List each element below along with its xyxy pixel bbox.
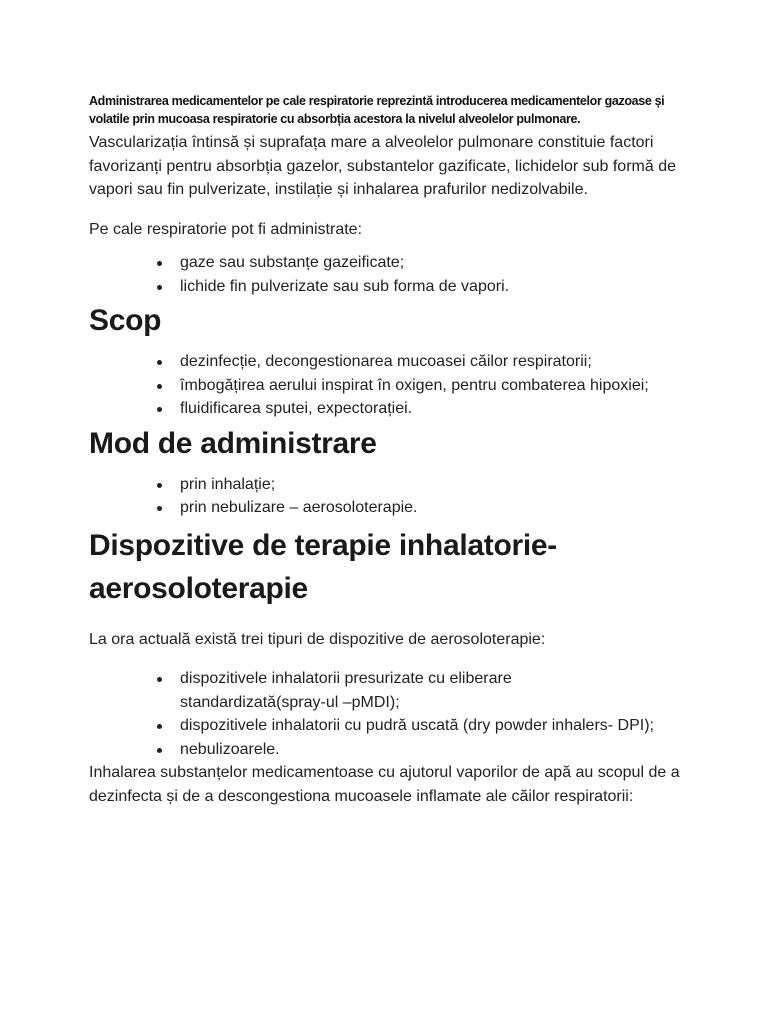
intro-bold-paragraph: Administrarea medicamentelor pe cale respiratorie reprezintă introducerea medicamentelor gazoase și volatile prin mucoasa respiratorie cu absorbția acestora la nivelul alveolelor pulmonare. [89,94,665,126]
list-item [89,714,689,738]
list-item [89,275,689,299]
paragraph-administration-intro: Pe cale respiratorie pot fi administrate: [89,220,363,238]
list-item [89,251,689,275]
list-item [89,738,689,762]
bullet-dot [157,285,162,290]
bullet-dot [157,407,162,412]
list-item [89,667,689,714]
list-item-text: prin nebulizare – aerosoloterapie. [180,499,418,516]
list-item-text: fluidificarea sputei, expectorației. [180,400,413,417]
list-item-text: dezinfecție, decongestionarea mucoasei căilor respiratorii; [180,353,592,370]
bullet-dot [157,360,162,365]
list-substances [89,251,689,298]
heading-scop: Scop [89,304,162,337]
bullet-dot [157,748,162,753]
list-item [89,496,689,520]
list-item [89,397,689,421]
bullet-dot [157,506,162,511]
list-item-text: nebulizoarele. [180,740,280,758]
list-item [89,473,689,497]
paragraph-inhalation: Inhalarea substanțelor medicamentoase cu ajutorul vaporilor de apă au scopul de a dezinfecta și de a descongestiona mucoasele inflamate ale căilor respiratorii: [89,764,680,805]
list-item-text: prin inhalație; [180,475,276,493]
list-dispozitive [89,667,689,761]
document-page [89,92,689,824]
list-item-text: dispozitivele inhalatorii cu pudră uscată (dry powder inhalers- DPI); [180,717,654,734]
bullet-dot [157,483,162,488]
heading-dispozitive: Dispozitive de terapie inhalatorie-aerosoloterapie [89,528,557,605]
paragraph-vascularization: Vascularizația întinsă și suprafața mare a alveolelor pulmonare constituie factori favorizanți pentru absorbția gazelor, substantelor gazificate, lichidelor sub formă de vapori sau fin pulverizate, instilație și inhalarea prafurilor nedizolvabile. [89,134,676,198]
bullet-dot [157,677,162,682]
list-mod [89,473,689,520]
list-item-text: dispozitivele inhalatorii presurizate cu eliberare standardizată(spray-ul –pMDI); [180,670,512,711]
list-scop [89,350,689,421]
list-item-text: lichide fin pulverizate sau sub forma de vapori. [180,277,510,295]
heading-mod-de-administrare: Mod de administrare [89,426,377,460]
list-item [89,374,689,398]
paragraph-device-types: La ora actuală există trei tipuri de dispozitive de aerosoloterapie: [89,630,546,648]
bullet-dot [157,261,162,266]
bullet-dot [157,384,162,389]
list-item [89,350,689,374]
list-item-text: îmbogățirea aerului inspirat în oxigen, pentru combaterea hipoxiei; [180,376,649,394]
list-item-text: gaze sau substanțe gazeificate; [180,254,405,271]
bullet-dot [157,724,162,729]
